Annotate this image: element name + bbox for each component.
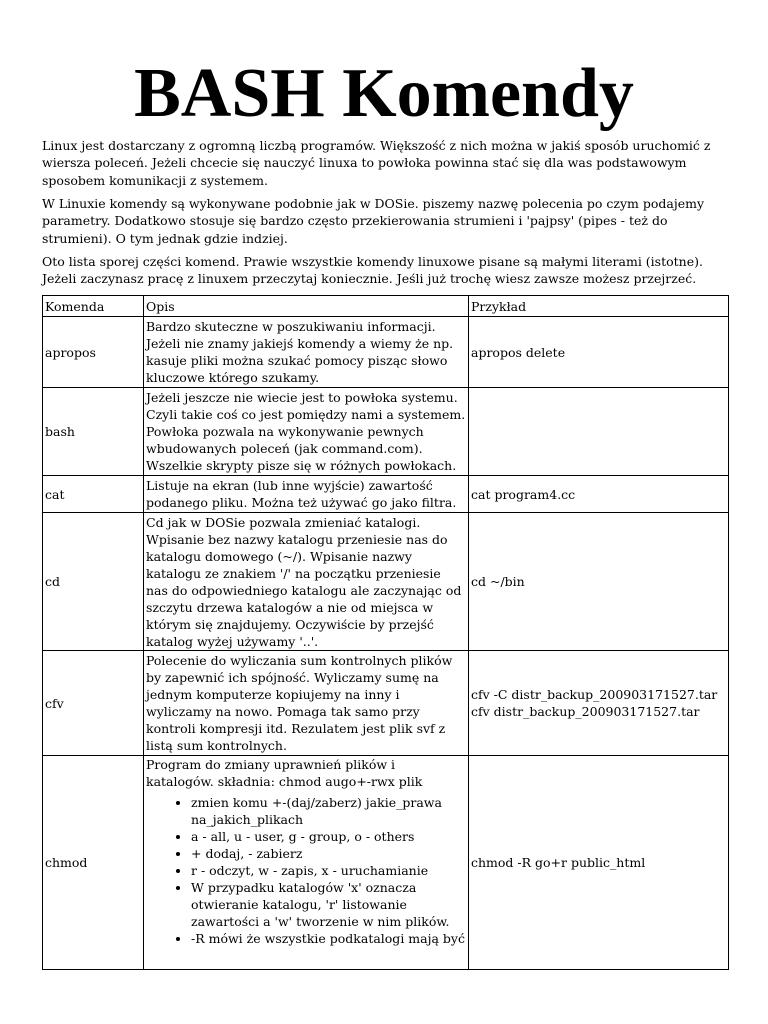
table-row bbox=[43, 756, 729, 970]
intro-paragraph-2: W Linuxie komendy są wykonywane podobnie jak w DOSie. piszemy nazwę polecenia po czym podajemy parametry. Dodatkowo stosuje się bardzo często przekierowania strumieni i 'pajpsy' (pipes - też do strumieni). O tym jednak gdzie indziej. bbox=[42, 196, 705, 246]
command-cell: bash bbox=[43, 388, 144, 476]
list-item: • r - odczyt, w - zapis, x - uruchamianie bbox=[191, 862, 466, 879]
example-cell: cat program4.cc bbox=[469, 476, 729, 513]
description-cell: Cd jak w DOSie pozwala zmieniać katalogi. Wpisanie bez nazwy katalogu przeniesie nas do katalogu domowego (~/). Wpisanie nazwy katalogu ze znakiem '/' na początku przeniesie nas do odpowiedniego katalogu ale zaczynając od szczytu drzewa katalogów a nie od miejsca w którym się znajdujemy. Oczywiście by przejść katalog wyżej używamy '..'. bbox=[144, 513, 469, 651]
description-cell: Polecenie do wyliczania sum kontrolnych plików by zapewnić ich spójność. Wyliczamy sumę na jednym komputerze kopiujemy na inny i wyliczamy na nowo. Pomaga tak samo przy kontroli kompresji itd. Rezulatem jest plik svf z listą sum kontrolnych. bbox=[144, 651, 469, 756]
page-title: BASH Komendy bbox=[134, 55, 634, 132]
list-item: • -R mówi że wszystkie podkatalogi mają być bbox=[191, 930, 466, 947]
header-przyklad: Przykład bbox=[469, 296, 729, 317]
example-cell bbox=[469, 388, 729, 476]
list-item: • zmien komu +-(daj/zaberz) jakie_prawa na_jakich_plikach bbox=[191, 794, 466, 828]
description-cell: Listuje na ekran (lub inne wyjście) zawartość podanego pliku. Można też używać go jako filtra. bbox=[144, 476, 469, 513]
intro-paragraph-1: Linux jest dostarczany z ogromną liczbą programów. Większość z nich można w jakiś sposób uruchomić z wiersza poleceń. Jeżeli chcecie się nauczyć linuxa to powłoka powinna stać się dla was podstawowym sposobem komunikacji z systemem. bbox=[42, 138, 711, 188]
list-item: • + dodaj, - zabierz bbox=[191, 845, 466, 862]
table-row bbox=[43, 476, 729, 513]
table-header-row bbox=[43, 296, 729, 317]
table-row bbox=[43, 651, 729, 756]
example-cell: cd ~/bin bbox=[469, 513, 729, 651]
command-cell: apropos bbox=[43, 317, 144, 388]
example-cell: apropos delete bbox=[469, 317, 729, 388]
intro-paragraph-3: Oto lista sporej części komend. Prawie wszystkie komendy linuxowe pisane są małymi literami (istotne). Jeżeli zaczynasz pracę z linuxem przeczytaj koniecznie. Jeśli już trochę wiesz zawsze możesz przejrzeć. bbox=[42, 254, 703, 287]
commands-table bbox=[42, 295, 729, 970]
description-cell: Jeżeli jeszcze nie wiecie jest to powłoka systemu. Czyli takie coś co jest pomiędzy nami a systemem. Powłoka pozwala na wykonywanie pewnych wbudowanych poleceń (jak command.com). Wszelkie skrypty pisze się w różnych powłokach. bbox=[144, 388, 469, 476]
permissions-list bbox=[146, 794, 466, 947]
table-row bbox=[43, 388, 729, 476]
command-cell: cat bbox=[43, 476, 144, 513]
description-cell bbox=[144, 756, 469, 970]
command-cell: cd bbox=[43, 513, 144, 651]
command-cell: chmod bbox=[43, 756, 144, 970]
table-row bbox=[43, 513, 729, 651]
header-opis: Opis bbox=[144, 296, 469, 317]
header-komenda: Komenda bbox=[43, 296, 144, 317]
description-cell: Bardzo skuteczne w poszukiwaniu informacji. Jeżeli nie znamy jakiejś komendy a wiemy że np. kasuje pliki można szukać pomocy pisząc słowo kluczowe którego szukamy. bbox=[144, 317, 469, 388]
list-item: • a - all, u - user, g - group, o - others bbox=[191, 828, 466, 845]
command-cell: cfv bbox=[43, 651, 144, 756]
list-item: • W przypadku katalogów 'x' oznacza otwieranie katalogu, 'r' listowanie zawartości a 'w' tworzenie w nim plików. bbox=[191, 879, 466, 930]
description-text: Program do zmiany uprawnień plików i katalogów. składnia: chmod augo+-rwx plik bbox=[146, 757, 423, 789]
example-cell: cfv -C distr_backup_200903171527.tar cfv distr_backup_200903171527.tar bbox=[469, 651, 729, 756]
table-row bbox=[43, 317, 729, 388]
example-cell: chmod -R go+r public_html bbox=[469, 756, 729, 970]
